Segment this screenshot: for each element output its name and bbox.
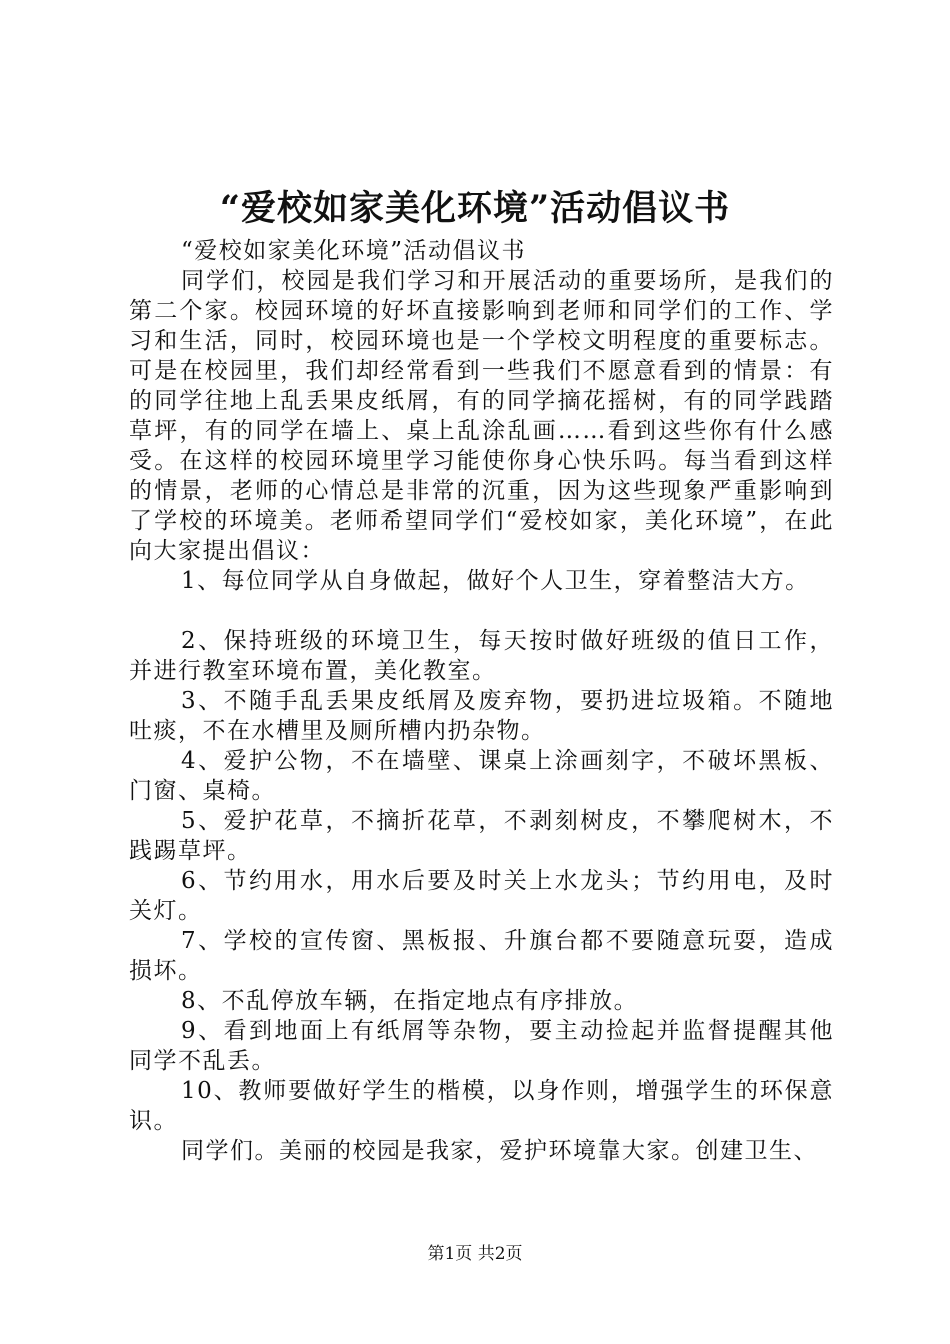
proposal-item-10: 10、教师要做好学生的楷模，以身作则，增强学生的环保意识。	[129, 1078, 834, 1134]
proposal-item-7: 7、学校的宣传窗、黑板报、升旗台都不要随意玩耍，造成损坏。	[129, 928, 834, 984]
proposal-item-6: 6、节约用水，用水后要及时关上水龙头；节约用电，及时关灯。	[129, 868, 834, 924]
proposal-item-9: 9、看到地面上有纸屑等杂物，要主动捡起并监督提醒其他同学不乱丢。	[129, 1018, 834, 1074]
proposal-item-2: 2、保持班级的环境卫生，每天按时做好班级的值日工作，并进行教室环境布置，美化教室。	[129, 628, 834, 684]
proposal-item-5: 5、爱护花草，不摘折花草，不剥刻树皮，不攀爬树木，不践踢草坪。	[129, 808, 834, 864]
page-number-footer: 第1页 共2页	[427, 1244, 523, 1264]
proposal-item-3: 3、不随手乱丢果皮纸屑及废弃物，要扔进垃圾箱。不随地吐痰，不在水槽里及厕所槽内扔杂物。	[129, 688, 834, 744]
proposal-item-1: 1、每位同学从自身做起，做好个人卫生，穿着整洁大方。	[181, 568, 810, 594]
closing-paragraph: 同学们。美丽的校园是我家，爱护环境靠大家。创建卫生、	[181, 1138, 818, 1164]
document-body	[129, 236, 834, 1166]
document-subtitle: “爱校如家美化环境”活动倡议书	[181, 238, 527, 264]
proposal-item-4: 4、爱护公物，不在墙壁、课桌上涂画刻字，不破坏黑板、门窗、桌椅。	[129, 748, 834, 804]
document-title: “爱校如家美化环境”活动倡议书	[219, 188, 731, 229]
intro-paragraph: 同学们，校园是我们学习和开展活动的重要场所，是我们的第二个家。校园环境的好坏直接影响到老师和同学们的工作、学习和生活，同时，校园环境也是一个学校文明程度的重要标志。可是在校园里，我们却经常看到一些我们不愿意看到的情景：有的同学往地上乱丢果皮纸屑，有的同学摘花摇树，有的同学践踏草坪，有的同学在墙上、桌上乱涂乱画……看到这些你有什么感受。在这样的校园环境里学习能使你身心快乐吗。每当看到这样的情景，老师的心情总是非常的沉重，因为这些现象严重影响到了学校的环境美。老师希望同学们“爱校如家，美化环境”，在此向大家提出倡议：	[129, 268, 834, 564]
proposal-item-8: 8、不乱停放车辆，在指定地点有序排放。	[181, 988, 639, 1014]
